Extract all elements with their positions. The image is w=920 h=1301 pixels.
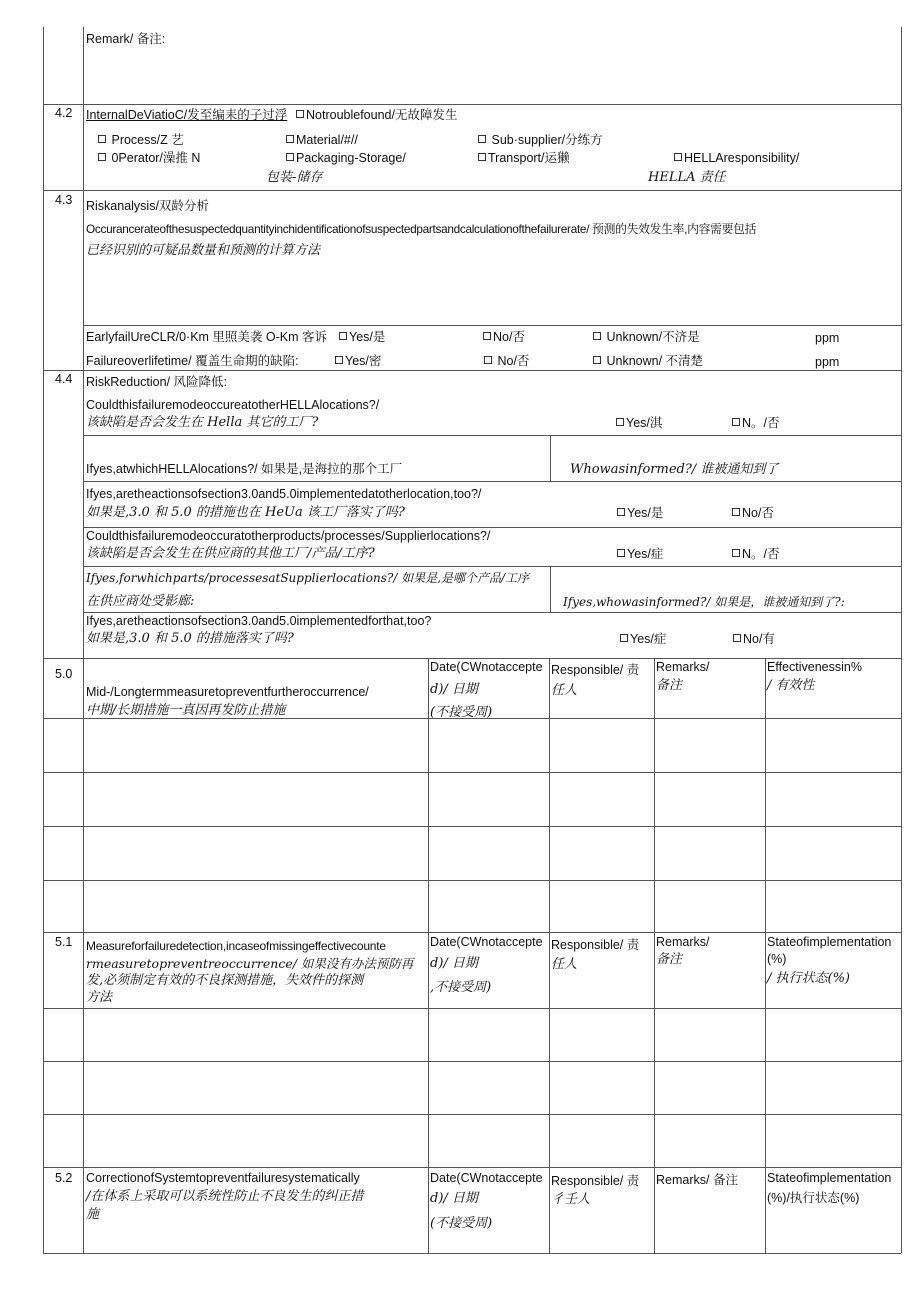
date-header: d)/ 日期 <box>430 956 478 971</box>
section-title: /在体系上采取可以系统性防止不良发生的纠正措 <box>86 1189 364 1204</box>
label: No/否 <box>742 506 774 520</box>
section-number: 5.2 <box>55 1171 73 1185</box>
section-number: 4.3 <box>55 193 73 207</box>
question-cn: 如果是,3.0 和 5.0 的措施也在 HeUa 该工厂落实了吗? <box>86 505 405 520</box>
lifetime-failure-label: Failureoverlifetime/ 覆盖生命期的缺陷: <box>86 354 299 368</box>
label: Unknown/ 不清楚 <box>606 354 704 368</box>
checkbox-operator[interactable] <box>98 151 200 166</box>
responsible-header: Responsible/ 责 <box>551 663 640 677</box>
ppm-unit: ppm <box>815 331 840 345</box>
divider <box>43 880 901 881</box>
border-right <box>901 27 902 1253</box>
state-header: Stateofimplementation <box>767 1171 892 1185</box>
section-title: 方法 <box>86 990 113 1005</box>
label: 0Perator/澡推 N <box>111 151 201 165</box>
section-title: Mid-/Longtermmeasuretopreventfurtheroccurrence/ <box>86 685 369 699</box>
label: Process/Z 艺 <box>111 133 184 147</box>
date-header: ,不接受周) <box>430 980 492 995</box>
col-divider <box>765 658 766 1253</box>
description: Occurancerateofthesuspectedquantityinchidentificationofsuspectedpartsandcalculationofthefailurerate/ 预测的失效发生率,内容需要包括 <box>86 222 757 236</box>
label: Yes/密 <box>345 354 382 368</box>
section-title: CorrectionofSystemtopreventfailuresystematically <box>86 1171 360 1185</box>
checkbox-no-trouble[interactable] <box>296 108 457 123</box>
remarks-header: Remarks/ <box>656 935 710 949</box>
divider <box>43 370 901 371</box>
checkbox-sub-supplier[interactable] <box>478 133 603 148</box>
section-title: 施 <box>86 1207 100 1222</box>
remarks-header: Remarks/ 备注 <box>656 1173 738 1187</box>
checkbox-early-no[interactable] <box>483 330 525 345</box>
section-number: 5.1 <box>55 935 73 949</box>
date-header: (不接受周) <box>430 705 493 720</box>
label: No/否 <box>497 354 530 368</box>
col-divider <box>654 658 655 1253</box>
responsible-header: Responsible/ 责 <box>551 1174 640 1188</box>
section-title: 发,必须制定有效的不良探测措施，失效件的探测 <box>86 973 364 988</box>
checkbox-q3-no[interactable] <box>732 547 780 562</box>
divider <box>43 826 901 827</box>
question-en: CouldthisfailuremodeoccureatotherHELLAlocations?/ <box>86 398 380 412</box>
checkbox-life-no[interactable] <box>484 354 529 369</box>
responsible-header: Responsible/ 责 <box>551 938 640 952</box>
checkbox-transport[interactable] <box>478 151 570 166</box>
date-header: Date(CWnotaccepte <box>430 935 543 949</box>
label: N。/否 <box>742 416 780 430</box>
label: Material/#// <box>296 133 358 147</box>
col-divider <box>428 658 429 1253</box>
date-header: Date(CWnotaccepte <box>430 660 543 674</box>
divider <box>43 1061 901 1062</box>
question-en: Ifyes,aretheactionsofsection3.0and5.0implementedatotherlocation,too?/ <box>86 487 482 501</box>
divider <box>83 435 901 436</box>
question-cn: 如果是,3.0 和 5.0 的措施落实了吗? <box>86 631 294 646</box>
effectiveness-header: / 有效性 <box>767 678 815 693</box>
question-cn: 该缺陷是否会发生在供应商的其他工厂/产品/工序? <box>86 546 375 561</box>
checkbox-q2-no[interactable] <box>732 506 774 521</box>
checkbox-material[interactable] <box>286 133 358 148</box>
border-bottom <box>43 1253 901 1254</box>
responsible-header: 彳壬人 <box>551 1192 591 1207</box>
section-title: Measureforfailuredetection,incaseofmissingeffectivecounte <box>86 939 386 953</box>
label: Unknown/不济是 <box>606 330 700 344</box>
checkbox-early-unknown[interactable] <box>593 330 700 345</box>
checkbox-life-yes[interactable] <box>335 354 381 369</box>
divider <box>43 1008 901 1009</box>
divider <box>83 612 901 613</box>
divider <box>43 1167 901 1168</box>
num-col-divider <box>83 27 84 1253</box>
label: HELLAresponsibility/ <box>684 151 800 165</box>
section-number: 4.2 <box>55 106 73 120</box>
label: Transport/运獭 <box>488 151 570 165</box>
checkbox-q1-yes[interactable] <box>616 416 662 431</box>
who-informed: Whowasinformed?/ 谁被通知到了 <box>570 462 779 477</box>
ppm-unit: ppm <box>815 355 840 369</box>
remarks-header: 备注 <box>656 952 683 967</box>
divider <box>43 104 901 105</box>
checkbox-life-unknown[interactable] <box>593 354 703 369</box>
divider <box>43 190 901 191</box>
responsible-header: 任人 <box>551 683 578 698</box>
who-informed: Ifyes,whowasinformed?/ 如果是，谁被通知到了?: <box>563 595 845 609</box>
label: Yes/是 <box>349 330 386 344</box>
label: Notroublefound/无故障发生 <box>306 108 458 122</box>
section-number: 5.0 <box>55 667 73 681</box>
section-title: InternalDeViatioC/发至编耒的子过浮 <box>86 108 288 122</box>
divider <box>43 772 901 773</box>
divider <box>43 658 901 659</box>
state-header: (%)/执行状态(%) <box>767 1191 860 1205</box>
date-header: Date(CWnotaccepte <box>430 1171 543 1185</box>
divider <box>83 527 901 528</box>
packaging-cn: 包装-储存 <box>266 170 323 185</box>
divider <box>83 566 901 567</box>
label: No/有 <box>743 632 775 646</box>
col-divider <box>549 658 550 1253</box>
question-en: Couldthisfailuremodeoccuratotherproducts/processes/Supplierlocations?/ <box>86 529 491 543</box>
section-number: 4.4 <box>55 372 73 386</box>
label: Yes/淇 <box>626 416 663 430</box>
label: Packaging-Storage/ <box>296 151 406 165</box>
state-header: Stateofimplementation <box>767 935 892 949</box>
remarks-header: Remarks/ <box>656 660 710 674</box>
section-title: Riskanalysis/双龄分析 <box>86 199 209 213</box>
checkbox-packaging[interactable] <box>286 151 406 166</box>
checkbox-q4-yes[interactable] <box>620 632 666 647</box>
label: N。/否 <box>742 547 780 561</box>
border-left <box>43 27 44 1253</box>
divider <box>83 481 901 482</box>
which-parts-cn: 在供应商处受影廊: <box>86 594 195 609</box>
question-en: Ifyes,aretheactionsofsection3.0and5.0implementedforthat,too? <box>86 614 432 628</box>
divider <box>83 325 901 326</box>
label: Yes/症 <box>627 547 664 561</box>
checkbox-q2-yes[interactable] <box>617 506 663 521</box>
description-cn: 已经识别的可疑品数量和预测的计算方法 <box>86 243 321 258</box>
checkbox-q3-yes[interactable] <box>617 547 663 562</box>
hella-cn: HELLA 责任 <box>648 170 726 185</box>
checkbox-q1-no[interactable] <box>732 416 780 431</box>
divider <box>43 1114 901 1115</box>
label: Yes/是 <box>627 506 664 520</box>
which-parts: Ifyes,forwhichparts/processesatSupplierlocations?/ 如果是,是哪个产品/工序 <box>86 571 530 585</box>
which-hella-locations: Ifyes,atwhichHELLAlocations?/ 如果是,是海拉的那个工厂 <box>86 462 403 476</box>
section-title: RiskReduction/ 风险降低: <box>86 375 228 389</box>
responsible-header: 任人 <box>551 957 578 972</box>
date-header: d)/ 日期 <box>430 682 478 697</box>
date-header: d)/ 日期 <box>430 1191 478 1206</box>
checkbox-early-yes[interactable] <box>339 330 385 345</box>
label: Sub·supplier/分练方 <box>491 133 603 147</box>
effectiveness-header: Effectivenessin% <box>767 660 862 674</box>
label: No/否 <box>493 330 525 344</box>
divider <box>550 566 551 612</box>
date-header: (不接受周) <box>430 1216 493 1231</box>
state-header: (%) <box>767 952 787 966</box>
section-title: rmeasuretopreventreoccurrence/ 如果没有办法预防再 <box>86 956 414 971</box>
checkbox-process[interactable] <box>98 133 184 148</box>
checkbox-hella-responsibility[interactable] <box>674 151 799 166</box>
label: Yes/症 <box>630 632 667 646</box>
section-title-cn: 中期/长期措施一真因再发防止措施 <box>86 703 286 718</box>
early-failure-label: EarlyfailUreCLR/0·Km 里照美袭 O-Km 客诉 <box>86 330 327 344</box>
remarks-header: 备注 <box>656 678 683 693</box>
remark-label: Remark/ 备注: <box>86 32 166 46</box>
checkbox-q4-no[interactable] <box>733 632 775 647</box>
question-cn: 该缺陷是否会发生在 Hella 其它的工厂? <box>86 415 319 430</box>
divider <box>550 435 551 481</box>
state-header: / 执行状态(%) <box>767 971 851 986</box>
divider <box>43 932 901 933</box>
